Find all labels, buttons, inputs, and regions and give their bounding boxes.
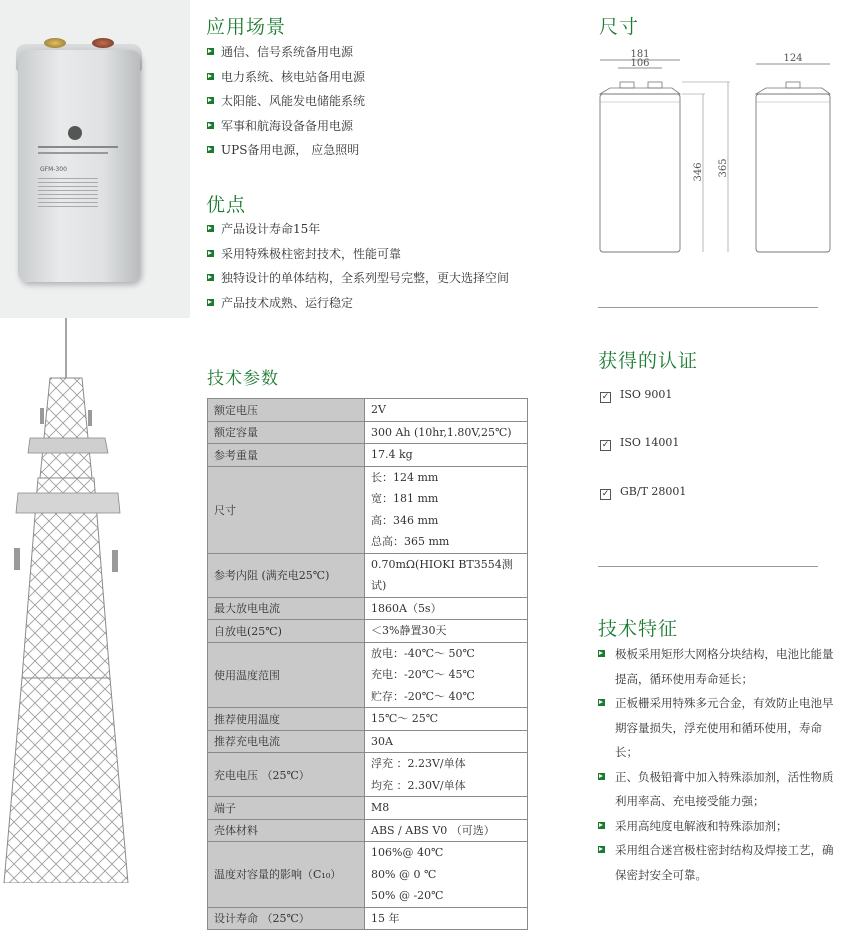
spec-value-line: 长：124 mm	[371, 470, 439, 484]
list-item: 产品设计寿命15年	[207, 217, 509, 242]
spec-value-line: 宽：181 mm	[371, 492, 439, 505]
bullet-icon	[598, 699, 605, 706]
table-row	[208, 466, 528, 553]
features-title: 技术特征	[598, 618, 679, 640]
spec-value-line: ＜3%静置30天	[371, 624, 447, 637]
battery-logo-icon	[68, 126, 82, 140]
spec-key: 参考内阻 (满充电25℃)	[208, 553, 365, 597]
spec-value-line: 50% @ -20℃	[371, 889, 444, 902]
list-item: 产品技术成熟、运行稳定	[207, 291, 509, 316]
spec-value-line: 1860A（5s）	[371, 601, 442, 615]
list-item: UPS备用电源， 应急照明	[207, 138, 365, 163]
spec-key: 使用温度范围	[208, 642, 365, 708]
dim-width-inner: 106	[630, 58, 650, 69]
spec-value	[365, 708, 528, 731]
spec-value-line: ABS / ABS V0 （可选）	[371, 823, 495, 837]
advantages-list	[207, 217, 509, 315]
spec-value-line: 80% @ 0 ℃	[371, 867, 437, 881]
table-row	[208, 399, 528, 422]
list-item: 通信、信号系统备用电源	[207, 40, 365, 65]
spec-key: 设计寿命 （25℃）	[208, 907, 365, 930]
list-item: 正、负极铅膏中加入特殊添加剂，活性物质利用率高、充电接受能力强；	[598, 765, 837, 814]
advantages-title: 优点	[206, 194, 247, 216]
list-item: 采用特殊极柱密封技术，性能可靠	[207, 242, 509, 267]
features-list	[598, 642, 837, 887]
checkbox-icon: ✓	[601, 440, 610, 450]
checkbox-icon: ✓	[601, 392, 610, 402]
spec-key: 端子	[208, 797, 365, 820]
spec-value-line: 106%@ 40℃	[371, 846, 444, 859]
spec-value-line: 30A	[371, 734, 393, 748]
spec-value-line: 17.4 kg	[371, 448, 413, 461]
spec-value-line: M8	[371, 801, 390, 814]
list-item: 独特设计的单体结构，全系列型号完整，更大选择空间	[207, 266, 509, 291]
dim-total-height: 365	[718, 158, 729, 178]
spec-value	[365, 753, 528, 797]
bullet-icon	[207, 97, 214, 104]
dimensions-title: 尺寸	[599, 16, 640, 38]
table-row	[208, 819, 528, 842]
cert-item: ✓ GB/T 28001	[601, 485, 687, 499]
table-row	[208, 421, 528, 444]
dim-length: 124	[783, 53, 803, 64]
application-title: 应用场景	[206, 16, 287, 38]
spec-value-line: 浮充 ：2.23V/单体	[371, 757, 466, 770]
table-row	[208, 642, 528, 708]
bullet-icon	[207, 250, 214, 257]
spec-value-line: 贮存：-20℃～ 40℃	[371, 689, 475, 703]
spec-value-line: 高：346 mm	[371, 513, 439, 527]
application-list	[207, 40, 365, 163]
bullet-icon	[598, 822, 605, 829]
bullet-icon	[207, 146, 214, 153]
spec-value	[365, 466, 528, 553]
bullet-icon	[598, 846, 605, 853]
spec-key: 充电电压 （25℃）	[208, 753, 365, 797]
bullet-icon	[207, 299, 214, 306]
spec-key: 额定容量	[208, 421, 365, 444]
tower-photo	[0, 318, 190, 883]
table-row	[208, 797, 528, 820]
spec-value-line: 总高：365 mm	[371, 535, 450, 548]
spec-value-line: 300 Ah (10hr,1.80V,25℃)	[371, 425, 512, 439]
spec-value	[365, 819, 528, 842]
spec-value	[365, 399, 528, 422]
list-item: 正板栅采用特殊多元合金，有效防止电池早期容量损失，浮充使用和循环使用，寿命长；	[598, 691, 837, 765]
spec-value-line: 0.70mΩ(HIOKI BT3554测试)	[371, 557, 513, 592]
battery-model-label: GFM-300	[40, 166, 67, 173]
spec-value-line: 均充 ：2.30V/单体	[371, 778, 466, 792]
spec-value	[365, 730, 528, 753]
checkbox-icon: ✓	[601, 489, 610, 499]
table-row	[208, 842, 528, 908]
spec-value	[365, 597, 528, 620]
cert-item: ✓ ISO 14001	[601, 436, 680, 450]
table-row	[208, 597, 528, 620]
table-row	[208, 553, 528, 597]
spec-value-line: 充电：-20℃～ 45℃	[371, 668, 475, 681]
table-row	[208, 730, 528, 753]
spec-table	[207, 398, 528, 930]
cert-item: ✓ ISO 9001	[601, 388, 673, 402]
table-row	[208, 753, 528, 797]
spec-value-line: 15℃～ 25℃	[371, 712, 439, 725]
spec-key: 壳体材料	[208, 819, 365, 842]
spec-value	[365, 421, 528, 444]
specs-title: 技术参数	[207, 369, 279, 389]
spec-key: 额定电压	[208, 399, 365, 422]
list-item: 采用高纯度电解液和特殊添加剂；	[598, 814, 837, 839]
spec-value	[365, 907, 528, 930]
certifications-title: 获得的认证	[598, 350, 699, 372]
spec-value	[365, 842, 528, 908]
table-row	[208, 907, 528, 930]
list-item: 太阳能、风能发电储能系统	[207, 89, 365, 114]
spec-key: 自放电(25℃)	[208, 620, 365, 643]
list-item: 采用组合迷宫极柱密封结构及焊接工艺，确保密封安全可靠。	[598, 838, 837, 887]
dim-height: 346	[693, 162, 704, 182]
bullet-icon	[598, 650, 605, 657]
table-row	[208, 620, 528, 643]
list-item: 电力系统、核电站备用电源	[207, 65, 365, 90]
list-item: 极板采用矩形大网格分块结构，电池比能量提高，循环使用寿命延长；	[598, 642, 837, 691]
dim-width-outer: 181	[630, 49, 650, 60]
bullet-icon	[207, 225, 214, 232]
dimension-drawing	[590, 42, 840, 262]
spec-value	[365, 444, 528, 467]
spec-value	[365, 620, 528, 643]
table-row	[208, 444, 528, 467]
spec-value	[365, 642, 528, 708]
spec-key: 尺寸	[208, 466, 365, 553]
bullet-icon	[207, 73, 214, 80]
spec-value-line: 15 年	[371, 911, 400, 925]
spec-value	[365, 553, 528, 597]
spec-key: 最大放电电流	[208, 597, 365, 620]
bullet-icon	[207, 48, 214, 55]
list-item: 军事和航海设备备用电源	[207, 114, 365, 139]
spec-key: 温度对容量的影响（C₁₀）	[208, 842, 365, 908]
spec-key: 推荐充电电流	[208, 730, 365, 753]
bullet-icon	[598, 773, 605, 780]
bullet-icon	[207, 122, 214, 129]
spec-key: 参考重量	[208, 444, 365, 467]
spec-key: 推荐使用温度	[208, 708, 365, 731]
table-row	[208, 708, 528, 731]
bullet-icon	[207, 274, 214, 281]
spec-value-line: 2V	[371, 403, 386, 416]
spec-value-line: 放电：-40℃～ 50℃	[371, 646, 475, 660]
battery-photo	[0, 0, 190, 318]
spec-value	[365, 797, 528, 820]
